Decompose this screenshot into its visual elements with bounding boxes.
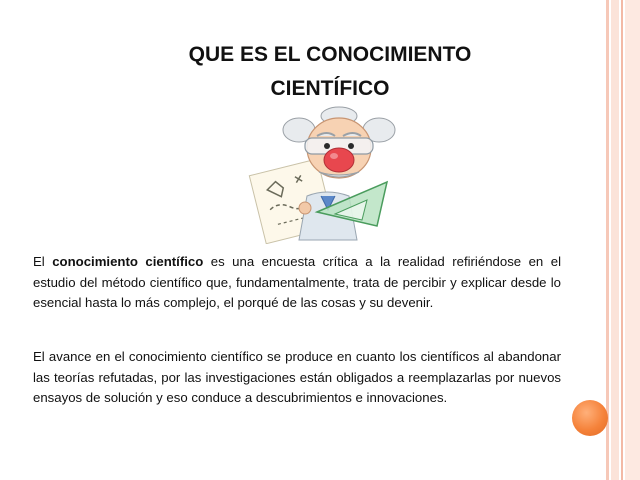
paragraph-1-lead: El [33,254,53,269]
orange-circle-icon [572,400,608,436]
paragraph-advance: El avance en el conocimiento científico se produce en cuanto los científicos al abandonar las teorías refutadas, por las investigaciones están obligados a reemplazarlas por nuevos ensayos de solución y eso conduce a descubrimientos e innovaciones. [33,349,561,405]
slide-title-line-1: QUE ES EL CONOCIMIENTO [188,43,472,66]
border-stripe [625,0,640,480]
paragraph-definition [33,252,561,314]
scientist-cartoon-icon [247,104,407,244]
paragraph-1-bold-term: conocimiento científico [52,254,204,269]
slide-title-line-2: CIENTÍFICO [270,77,390,100]
border-stripe [621,0,623,480]
border-stripe [606,0,609,480]
border-stripe [611,0,619,480]
paragraph-1-text: es una encuesta crítica a la realidad refiriéndose en el estudio del método científico que, fundamentalmente, trata de percibir y explicar desde lo esencial hasta lo más complejo, el porqué de las cosas y su devenir. [33,254,562,310]
slide-title [130,38,530,106]
